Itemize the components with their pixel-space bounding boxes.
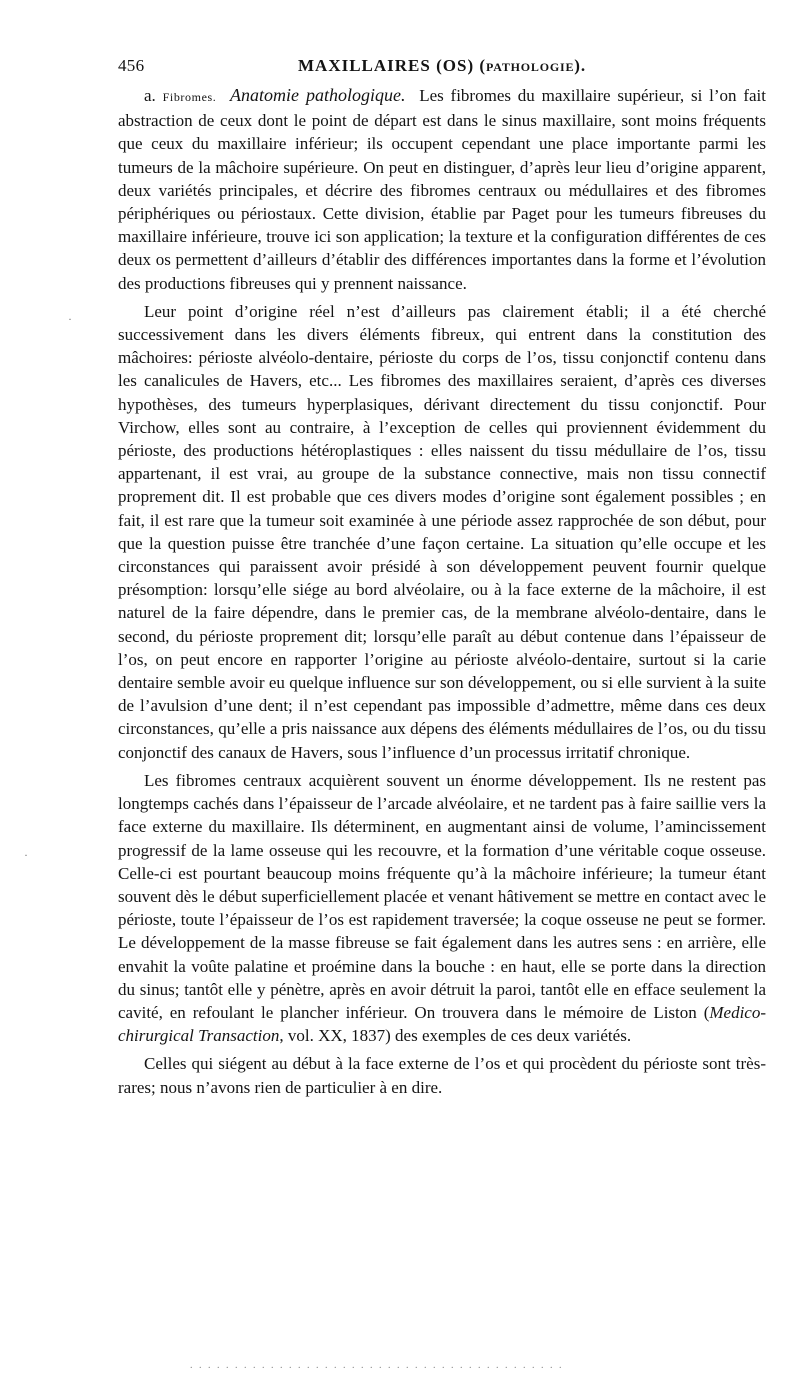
running-title-end: ). — [574, 56, 587, 75]
citation-title: Medico-chirurgical Transaction — [118, 1002, 766, 1046]
section-label: Fibromes. — [162, 90, 217, 104]
paragraph-text: Les fibromes du maxillaire supérieur, si l’on fait abstraction de ceux dont le point de départ est dans le sinus maxillaire, sont moins fréquents que ceux du maxillaire inférieur; ils occupent cependant une place importante parmi les tumeurs de la mâchoire supérieure. On peut en distinguer, d’après leur lieu d’origine apparent, deux variétés principales, et décrire des fibromes centraux ou médullaires et des fibromes périphériques ou périostaux. Cette division, établie par Paget pour les tumeurs fibreuses du maxillaire inférieure, trouve ici son application; la texture et la configuration différentes de ces deux os permettent d’ailleurs d’établir des différences importantes dans la forme et l’évolution des productions fibreuses qui y prennent naissance. — [118, 86, 767, 293]
paragraph-text: Les fibromes centraux acquièrent souvent un énorme développement. Ils ne restent pas longtemps cachés dans l’épaisseur de l’arcade alvéolaire, et ne tardent pas à faire saillie vers la face externe du maxillaire. Ils déterminent, en augmentant ainsi de volume, l’amincissement progressif de la lame osseuse qui les recouvre, et la formation d’une véritable coque osseuse. Celle-ci est pourtant beaucoup moins fréquente qu’à la mâchoire inférieure; la tumeur étant souvent dès le début superficiellement placée et venant hâtivement se mettre en contact avec le périoste, toute l’épaisseur de l’os est rapidement traversée; la coque osseuse ne peut se former. Le développement de la masse fibreuse se fait également dans les autres sens : en arrière, elle envahit la voûte palatine et proémine dans la bouche : en haut, elle se porte dans la direction du sinus; tantôt elle y pénètre, après en avoir détruit la paroi, tantôt elle en efface seulement la cavité, en refoulant le plancher inférieur. On trouvera dans le mémoire de Liston ( — [118, 770, 766, 1022]
section-letter: a. — [144, 86, 163, 105]
page — [118, 50, 766, 1104]
margin-mark: · — [68, 312, 72, 326]
running-title-main: MAXILLAIRES (OS) ( — [298, 56, 487, 75]
body-text — [118, 84, 766, 1099]
paragraph-fibromes — [118, 84, 766, 295]
running-title-subject: PATHOLOGIE — [486, 60, 575, 74]
paragraph-fibromes-centraux — [118, 769, 766, 1047]
paragraph-origine: Leur point d’origine réel n’est d’ailleurs pas clairement établi; il a été cherché successivement dans les divers éléments fibreux, qui entrent dans la constitution des mâchoires: périoste alvéolo-dentaire, périoste du corps de l’os, tissu conjonctif contenu dans les canalicules de Havers, etc... Les fibromes des maxillaires seraient, d’après ces diverses hypothèses, des tumeurs hyperplasiques, dérivant directement du tissu conjonctif. Pour Virchow, elles sont au contraire, à l’exception de celles qui proviennent évidemment du périoste, des productions hétéroplastiques : elles naissent du tissu médullaire de l’os, tissu appartenant, il est vrai, au groupe de la substance connective, mais non tissu connectif proprement dit. Il est probable que ces divers modes d’origine sont également possibles ; en fait, il est rare que la tumeur soit examinée à une période assez rapprochée de son début, pour que la question puisse être tranchée d’une façon certaine. La situation qu’elle occupe et les circonstances qui paraissent avoir présidé à son développement peuvent fournir quelque présomption: lorsqu’elle siége au bord alvéolaire, ou à la face externe de la mâchoire, il est naturel de la faire dépendre, dans le premier cas, de la membrane alvéolo-dentaire, dans le second, du périoste proprement dit; lorsqu’elle paraît au début contenue dans l’épaisseur de l’os, on peut encore en rapporter l’origine au périoste alvéolo-dentaire, surtout si la carie dentaire semble avoir eu quelque influence sur son développement, ou si elle survient à la suite de l’avulsion d’une dent; il n’est cependant pas impossible d’admettre, même dans ces deux circonstances, qu’elle a pris naissance aux dépens des éléments médullaires de l’os, ou du tissu conjonctif des canaux de Havers, sous l’influence d’un processus irritatif chronique. — [118, 301, 766, 762]
page-number: 456 — [118, 56, 145, 75]
running-title — [298, 56, 586, 76]
footer-dots: . . . . . . . . . . . . . . . . . . . . . . . . . . . . . . . . . . . . . . . . . . — [190, 1360, 564, 1371]
running-header — [118, 50, 766, 80]
section-heading: Anatomie pathologique. — [230, 85, 406, 105]
paragraph-text-end: , vol. XX, 1837) des exemples de ces deux variétés. — [279, 1026, 632, 1046]
margin-mark: · — [24, 848, 28, 862]
paragraph-perioste: Celles qui siégent au début à la face externe de l’os et qui procèdent du périoste sont très-rares; nous n’avons rien de particulier à en dire. — [118, 1054, 766, 1097]
